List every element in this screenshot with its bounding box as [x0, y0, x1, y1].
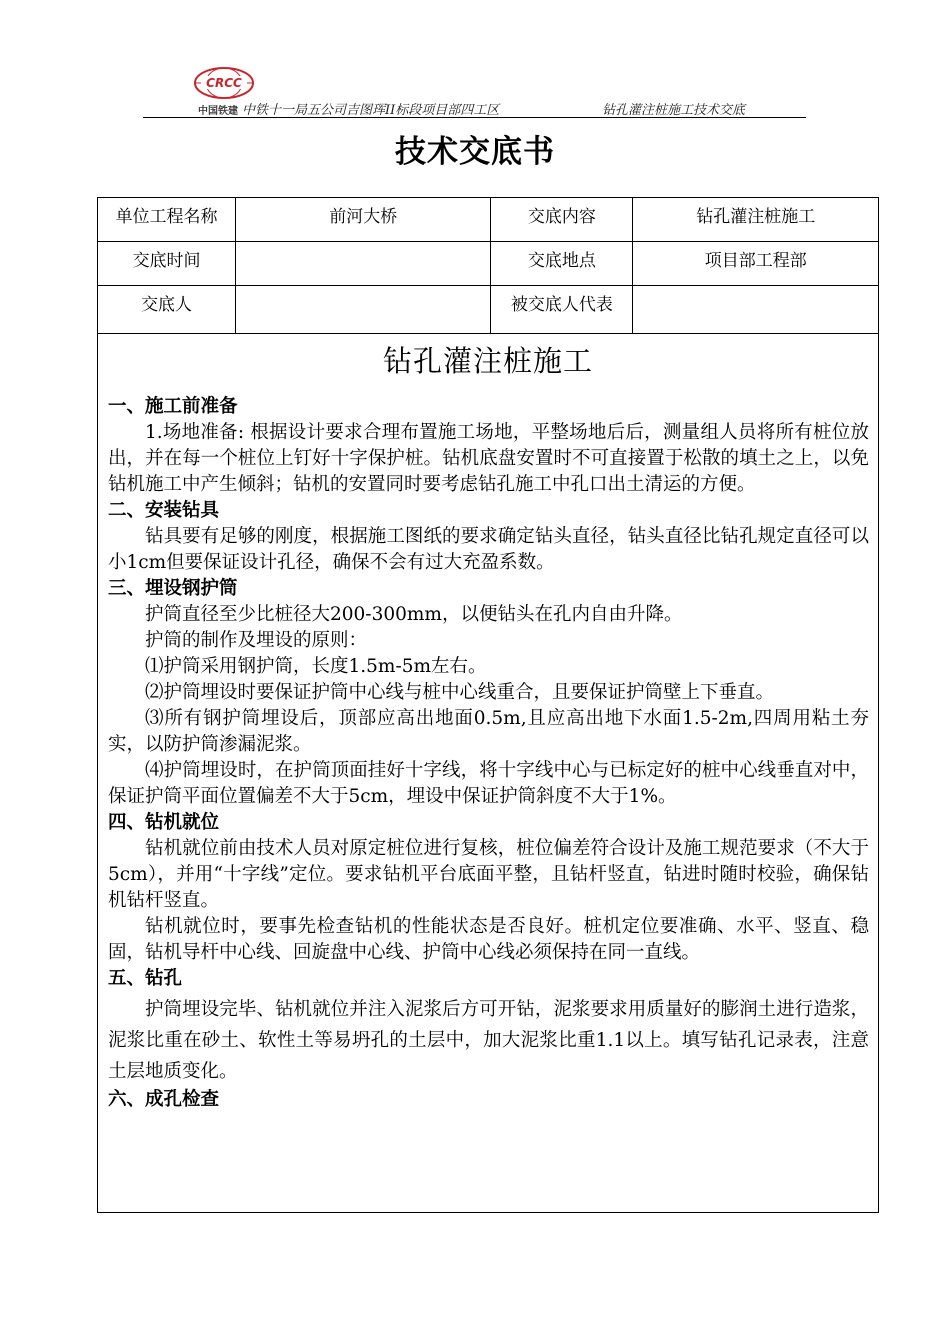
- info-row-person: [98, 286, 879, 334]
- time-value: [236, 242, 491, 286]
- content-title: 钻孔灌注桩施工: [382, 344, 593, 378]
- document-title: 技术交底书: [395, 134, 555, 170]
- paragraph: ⑴护筒采用钢护筒，长度1.5m-5m左右。: [145, 656, 487, 677]
- section-heading-1: 一、施工前准备: [108, 396, 238, 417]
- paragraph: ⑶所有钢护筒埋设后，顶部应高出地面0.5m,且应高出地下水面1.5-2m,四周用粘土夯实，以防护筒渗漏泥浆。: [108, 708, 869, 755]
- time-label: 交底时间: [98, 242, 236, 286]
- person-label: 交底人: [98, 286, 236, 334]
- header-left: [198, 99, 499, 118]
- section-heading-5: 五、钻孔: [108, 968, 183, 989]
- paragraph: 1.场地准备: 根据设计要求合理布置施工场地，平整场地后后，测量组人员将所有桩位放出，并在每一个桩位上钉好十字保护桩。钻机底盘安置时不可直接置于松散的填土之上，以免钻机施工中产生倾斜；钻机的安置同时要考虑钻孔施工中孔口出土清运的方便。: [108, 422, 869, 495]
- info-row-unit: [98, 198, 879, 242]
- content-label: 交底内容: [491, 198, 633, 242]
- unit-label: 单位工程名称: [98, 198, 236, 242]
- paragraph: ⑷护筒埋设时，在护筒顶面挂好十字线，将十字线中心与已标定好的桩中心线垂直对中，保证护筒平面位置偏差不大于5cm，埋设中保证护筒斜度不大于1%。: [108, 760, 869, 807]
- unit-value: 前河大桥: [236, 198, 491, 242]
- section-heading-4: 四、钻机就位: [108, 812, 220, 833]
- paragraph: 钻机就位时，要事先检查钻机的性能状态是否良好。桩机定位要准确、水平、竖直、稳固，钻机导杆中心线、回旋盘中心线、护筒中心线必须保持在同一直线。: [108, 916, 869, 963]
- section-heading-2: 二、安装钻具: [108, 500, 220, 521]
- paragraph: 护筒的制作及埋设的原则：: [145, 630, 368, 651]
- content-box: [97, 333, 879, 1213]
- place-label: 交底地点: [491, 242, 633, 286]
- header-brand: 中国铁建: [198, 106, 238, 117]
- receiver-label: 被交底人代表: [491, 286, 633, 334]
- svg-text:CRCC: CRCC: [206, 76, 242, 90]
- paragraph: 钻具要有足够的刚度，根据施工图纸的要求确定钻头直径，钻头直径比钻孔规定直径可以小1cm但要保证设计孔径，确保不会有过大充盈系数。: [108, 526, 869, 573]
- content-body: [98, 394, 878, 1113]
- receiver-value: [633, 286, 879, 334]
- section-heading-3: 三、埋设钢护筒: [108, 578, 238, 599]
- info-row-time: [98, 242, 879, 286]
- header-right: 钻孔灌注桩施工技术交底: [602, 103, 746, 118]
- place-value: 项目部工程部: [633, 242, 879, 286]
- header-rule: [143, 117, 806, 118]
- person-value: [236, 286, 491, 334]
- paragraph: 护筒直径至少比桩径大200-300mm，以便钻头在孔内自由升降。: [145, 604, 683, 625]
- content-value: 钻孔灌注桩施工: [633, 198, 879, 242]
- info-table: [97, 197, 879, 334]
- header-org: 中铁十一局五公司吉图珲II标段项目部四工区: [242, 103, 500, 118]
- section-heading-6: 六、成孔检查: [108, 1089, 220, 1110]
- paragraph: 护筒埋设完毕、钻机就位并注入泥浆后方可开钻，泥浆要求用质量好的膨润土进行造浆，泥浆比重在砂土、软性土等易坍孔的土层中，加大泥浆比重1.1以上。填写钻孔记录表，注意土层地质变化。: [108, 999, 869, 1082]
- paragraph: ⑵护筒埋设时要保证护筒中心线与桩中心线重合，且要保证护筒壁上下垂直。: [145, 682, 775, 703]
- paragraph: 钻机就位前由技术人员对原定桩位进行复核，桩位偏差符合设计及施工规范要求（不大于5cm），并用“十字线”定位。要求钻机平台底面平整，且钻杆竖直，钻进时随时校验，确保钻机钻杆竖直。: [108, 838, 869, 911]
